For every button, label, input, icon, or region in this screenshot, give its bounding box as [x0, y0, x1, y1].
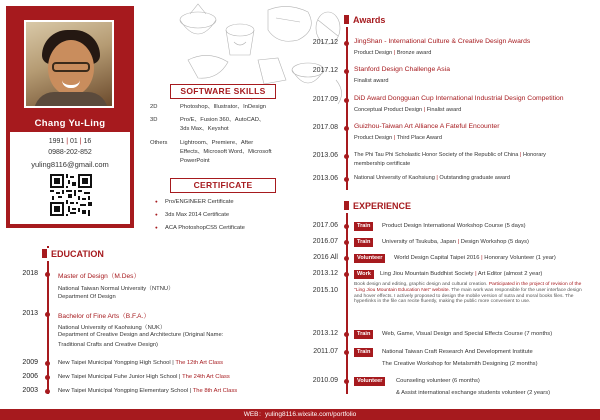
profile-name: Chang Yu-Ling [34, 118, 106, 129]
edu-school: New Taipei Municipal Yongping Elementary School | The 8th Art Class [58, 388, 238, 394]
heading-marker-icon [344, 15, 349, 24]
experience-title: Counseling volunteer (6 months) [396, 378, 480, 384]
qr-code-icon[interactable] [50, 174, 92, 216]
skill-list: Photoshop、Illustrator、InDesign [180, 104, 267, 110]
timeline-dot [344, 350, 349, 355]
experience-description: Book design and editing, graphic design and cultural creation. Participated in the project of revision of the "Ling Jiou Mountain Education Net" website. The main work was responsible for the user interface design and hover effects. I actively proposed to design the mobile version of sutra and moral books files. The hyperlinks in the file can recite fluently, making the public more convenient to use. [354, 282, 582, 305]
certificate-item: ● Pro/ENGINEER Certificate [165, 199, 234, 205]
timeline-dot [45, 312, 50, 317]
profile-card [6, 6, 134, 228]
skill-list: Pro/E、Fusion 360、AutoCAD、 [180, 117, 265, 123]
experience-timeline-line [346, 208, 348, 394]
birth-month: 01 [69, 138, 78, 145]
portfolio-web-link[interactable]: WEB：yuling8116.wixsite.com/portfolio [0, 409, 600, 420]
award-title: Guizhou-Taiwan Art Alliance A Fateful Encounter [354, 123, 500, 130]
timeline-dot [344, 69, 349, 74]
timeline-dot [45, 272, 50, 277]
timeline-dot [344, 98, 349, 103]
timeline-dot [344, 126, 349, 131]
skill-list: PowerPoint [180, 158, 210, 164]
edu-department: Department of Creative Design and Architecture (Original Name: [58, 332, 224, 338]
skill-list: 3ds Max、Keyshot [180, 126, 229, 132]
experience-type-badge: Train [354, 348, 373, 357]
award-title: DiD Award Dongguan Cup International Industrial Design Competition [354, 95, 564, 102]
edu-school: New Taipei Municipal Yongping High School | The 12th Art Class [58, 360, 223, 366]
experience-date: 2017.06 [312, 222, 338, 229]
edu-school: New Taipei Municipal Fuhe Junior High School | The 24th Art Class [58, 374, 230, 380]
timeline-dot [45, 361, 50, 366]
education-timeline-line [47, 246, 49, 394]
experience-date: 2016 All [313, 254, 338, 261]
awards-timeline-line [346, 22, 348, 190]
skill-category: 2D [150, 104, 158, 110]
timeline-dot [344, 240, 349, 245]
certificate-item: ● ACA PhotoshopCS5 Certificate [165, 225, 245, 231]
heading-marker-icon [42, 249, 47, 258]
skill-category: 3D [150, 117, 158, 123]
experience-title: National Taiwan Craft Research And Development Institute [382, 349, 533, 355]
skill-list: Effects、Microsoft Word、Microsoft [180, 149, 272, 155]
skill-category: Others [150, 140, 168, 146]
timeline-dot [344, 177, 349, 182]
experience-date: 2010.09 [312, 377, 338, 384]
award-title: Stanford Design Challenge Asia [354, 66, 450, 73]
award-detail: Product Design | Bronze award [354, 50, 432, 56]
experience-date: 2016.07 [312, 238, 338, 245]
birthday: 1991 | 01 | 16 [48, 138, 92, 145]
award-detail: The Phi Tau Phi Scholastic Honor Society of the Republic of China | Honorary [354, 152, 546, 158]
experience-end-date: 2015.10 [312, 287, 338, 294]
experience-type-badge: Train [354, 222, 373, 231]
contact-panel [10, 132, 130, 224]
certificate-heading: CERTIFICATE [170, 178, 276, 193]
phone-number: 0988-202-852 [48, 149, 92, 156]
edu-date: 2006 [22, 373, 38, 380]
edu-date: 2013 [22, 310, 38, 317]
award-detail: Finalist award [354, 78, 389, 84]
experience-heading: EXPERIENCE [344, 200, 434, 213]
edu-date: 2003 [22, 387, 38, 394]
award-detail: Conceptual Product Design | Finalist award [354, 107, 462, 113]
awards-heading: Awards [344, 14, 414, 27]
edu-degree: Bachelor of Fine Arts（B.F.A.） [58, 313, 150, 320]
timeline-dot [344, 224, 349, 229]
award-date: 2017.08 [312, 124, 338, 131]
award-date: 2017.09 [312, 96, 338, 103]
birth-year: 1991 [48, 138, 65, 145]
edu-date: 2018 [22, 270, 38, 277]
experience-title: Ling Jiou Mountain Buddhist Society | Art Editor (almost 2 year) [380, 271, 543, 277]
heading-marker-icon [344, 201, 349, 210]
certificate-item: ● 3ds Max 2014 Certificate [165, 212, 229, 218]
email-link[interactable]: yuling8116@gmail.com [31, 160, 109, 169]
experience-type-badge: Volunteer [354, 377, 385, 386]
award-detail: membership certificate [354, 161, 411, 167]
timeline-dot [45, 389, 50, 394]
award-date: 2013.06 [312, 152, 338, 159]
experience-date: 2013.12 [312, 330, 338, 337]
timeline-dot [45, 375, 50, 380]
edu-school: National Taiwan Normal University（NTNU） [58, 286, 174, 292]
experience-type-badge: Train [354, 330, 373, 339]
award-title: JingShan - International Culture & Creative Design Awards [354, 38, 531, 45]
timeline-dot [344, 332, 349, 337]
timeline-dot [344, 256, 349, 261]
award-date: 2017.12 [312, 39, 338, 46]
experience-type-badge: Train [354, 238, 373, 247]
experience-type-badge: Work [354, 270, 374, 279]
experience-title: Web, Game, Visual Design and Special Effects Course (7 months) [382, 331, 553, 337]
experience-title: University of Tsukuba, Japan | Design Workshop (5 days) [382, 239, 529, 245]
timeline-dot [344, 379, 349, 384]
birth-day: 16 [83, 138, 92, 145]
experience-date: 2013.12 [312, 270, 338, 277]
edu-school: National University of Kaohsiung（NUK） [58, 325, 166, 331]
experience-subtitle: & Assist international exchange students volunteer (2 years) [396, 390, 551, 396]
timeline-dot [344, 154, 349, 159]
skill-list: Lightroom、Premiere、After [180, 140, 254, 146]
experience-title: Product Design International Workshop Course (5 days) [382, 223, 526, 229]
software-skills-heading: SOFTWARE SKILLS [170, 84, 276, 99]
experience-title: World Design Capital Taipei 2016 | Honorary Volunteer (1 year) [394, 255, 556, 261]
experience-date: 2011.07 [313, 348, 338, 355]
edu-department: Department Of Design [58, 294, 116, 300]
profile-photo [24, 20, 114, 108]
experience-type-badge: Volunteer [354, 254, 385, 263]
award-date: 2017.12 [312, 67, 338, 74]
timeline-dot [344, 41, 349, 46]
experience-subtitle: The Creative Workshop for Metalsmith Designing (2 months) [382, 361, 538, 367]
education-heading: EDUCATION [42, 248, 132, 261]
award-detail: National University of Kaohsiung | Outstanding graduate award [354, 175, 511, 181]
timeline-dot [344, 272, 349, 277]
award-date: 2013.06 [312, 175, 338, 182]
edu-date: 2009 [22, 359, 38, 366]
edu-department: Traditional Crafts and Creative Design) [58, 342, 158, 348]
edu-degree: Master of Design（M.Des） [58, 273, 141, 280]
award-detail: Product Design | Third Place Award [354, 135, 443, 141]
